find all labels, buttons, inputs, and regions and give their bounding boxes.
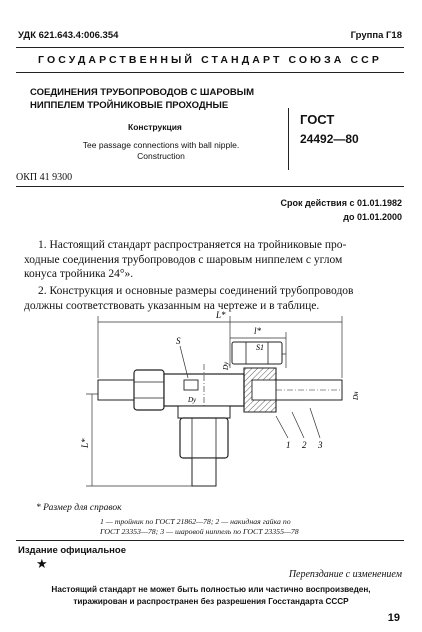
tee-connection-drawing	[80, 308, 360, 498]
title-en: Tee passage connections with ball nipple. Construction	[82, 140, 240, 161]
dim-Dy-vertical: Dy	[222, 361, 230, 370]
gost-label: ГОСТ	[300, 112, 335, 127]
copyright-notice: Настоящий стандарт не может быть полностью или частично воспроизведен, тиражирован и распространен без разрешения Госстандарта СССР	[51, 585, 371, 606]
dim-S: S	[176, 336, 181, 346]
ref-2: 2	[302, 440, 307, 450]
gost-number: 24492—80	[300, 132, 359, 146]
paragraph-1: 1. Настоящий стандарт распространяется на тройниковые про- ходные соединения трубопроводов с шаровым ниппелем с углом конуса тройника 24°».	[24, 239, 347, 280]
dim-L-left: L*	[80, 438, 90, 448]
header-rule-bottom	[16, 72, 404, 73]
official-edition: Издание официальное	[18, 545, 126, 556]
ref-1: 1	[286, 440, 291, 450]
footer-rule	[16, 540, 404, 541]
validity: Срок действия с 01.01.1982 до 01.01.2000	[280, 198, 402, 222]
dim-Dy-branch: Dy	[188, 396, 197, 404]
star-icon: ★	[36, 556, 48, 571]
title-ru-sub: Конструкция	[128, 122, 182, 132]
udk-code: УДК 621.643.4:006.354	[18, 30, 119, 41]
page-number: 19	[387, 612, 400, 624]
dim-Dn: Dн	[352, 391, 360, 400]
ref-3: 3	[318, 440, 323, 450]
footnote: * Размер для справок	[36, 503, 122, 513]
group-code: Группа Г18	[350, 30, 402, 41]
okp-code: ОКП 41 9300	[16, 172, 73, 183]
legend: 1 — тройник по ГОСТ 21862—78; 2 — накидная гайка по ГОСТ 23353—78; 3 — шаровой ниппель по ГОСТ 23355—78	[100, 517, 299, 536]
banner: ГОСУДАРСТВЕННЫЙ СТАНДАРТ СОЮЗА ССР	[38, 54, 382, 66]
reprint-note: Перепздание с изменением	[288, 569, 402, 580]
dim-L-top: L*	[216, 310, 226, 320]
header-rule-top	[16, 47, 404, 48]
dim-S1: S1	[256, 343, 264, 352]
title-ru: СОЕДИНЕНИЯ ТРУБОПРОВОДОВ С ШАРОВЫМ НИППЕЛЕМ ТРОЙНИКОВЫЕ ПРОХОДНЫЕ	[30, 87, 254, 111]
title-rule	[16, 186, 404, 187]
dim-l: l*	[254, 326, 262, 336]
title-divider	[288, 108, 289, 170]
paragraph-2: 2. Конструкция и основные размеры соединений трубопроводов должны соответствовать указанным на чертеже и в таблице.	[24, 285, 354, 312]
